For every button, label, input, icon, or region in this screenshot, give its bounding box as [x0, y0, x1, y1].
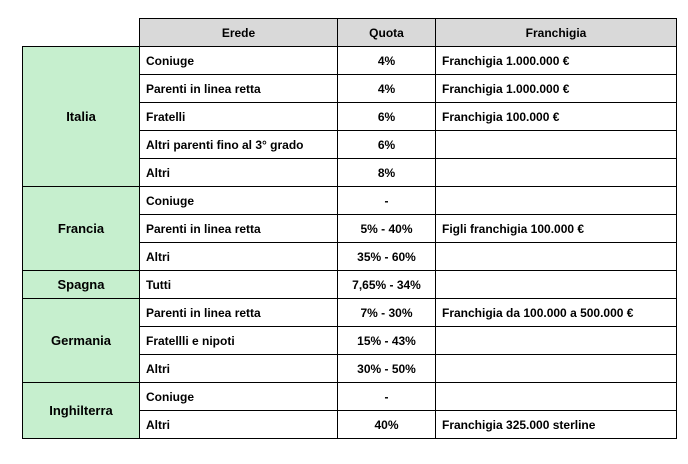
country-cell-italia: Italia [23, 47, 140, 187]
quota-cell: 4% [338, 75, 436, 103]
franchigia-cell [436, 131, 677, 159]
heir-cell: Altri [140, 355, 338, 383]
header-blank-cell [23, 19, 140, 47]
heir-cell: Altri [140, 411, 338, 439]
franchigia-cell: Franchigia da 100.000 a 500.000 € [436, 299, 677, 327]
heir-cell: Fratelli [140, 103, 338, 131]
quota-cell: 30% - 50% [338, 355, 436, 383]
franchigia-cell: Franchigia 1.000.000 € [436, 75, 677, 103]
country-cell-germania: Germania [23, 299, 140, 383]
table-body [23, 47, 677, 439]
franchigia-cell [436, 159, 677, 187]
header-erede: Erede [140, 19, 338, 47]
heir-cell: Tutti [140, 271, 338, 299]
heir-cell: Altri [140, 243, 338, 271]
franchigia-cell: Franchigia 100.000 € [436, 103, 677, 131]
heir-cell: Coniuge [140, 383, 338, 411]
quota-cell: 7,65% - 34% [338, 271, 436, 299]
quota-cell: 6% [338, 131, 436, 159]
quota-cell: 40% [338, 411, 436, 439]
inheritance-tax-table [22, 18, 677, 439]
heir-cell: Parenti in linea retta [140, 215, 338, 243]
heir-cell: Coniuge [140, 187, 338, 215]
quota-cell: 35% - 60% [338, 243, 436, 271]
table-row [23, 299, 677, 327]
heir-cell: Parenti in linea retta [140, 299, 338, 327]
table-row [23, 47, 677, 75]
franchigia-cell [436, 383, 677, 411]
table-row [23, 383, 677, 411]
franchigia-cell [436, 187, 677, 215]
table-row [23, 187, 677, 215]
heir-cell: Parenti in linea retta [140, 75, 338, 103]
franchigia-cell [436, 327, 677, 355]
heir-cell: Altri parenti fino al 3° grado [140, 131, 338, 159]
franchigia-cell: Figli franchigia 100.000 € [436, 215, 677, 243]
country-cell-spagna: Spagna [23, 271, 140, 299]
quota-cell: 7% - 30% [338, 299, 436, 327]
header-franchigia: Franchigia [436, 19, 677, 47]
country-cell-inghilterra: Inghilterra [23, 383, 140, 439]
quota-cell: 8% [338, 159, 436, 187]
franchigia-cell [436, 355, 677, 383]
franchigia-cell: Franchigia 1.000.000 € [436, 47, 677, 75]
quota-cell: 5% - 40% [338, 215, 436, 243]
heir-cell: Coniuge [140, 47, 338, 75]
table-row [23, 271, 677, 299]
quota-cell: - [338, 383, 436, 411]
heir-cell: Altri [140, 159, 338, 187]
quota-cell: 4% [338, 47, 436, 75]
header-row [23, 19, 677, 47]
header-quota: Quota [338, 19, 436, 47]
franchigia-cell [436, 243, 677, 271]
quota-cell: - [338, 187, 436, 215]
heir-cell: Fratellli e nipoti [140, 327, 338, 355]
franchigia-cell: Franchigia 325.000 sterline [436, 411, 677, 439]
country-cell-francia: Francia [23, 187, 140, 271]
franchigia-cell [436, 271, 677, 299]
quota-cell: 6% [338, 103, 436, 131]
inheritance-tax-table-wrapper [22, 18, 677, 439]
quota-cell: 15% - 43% [338, 327, 436, 355]
